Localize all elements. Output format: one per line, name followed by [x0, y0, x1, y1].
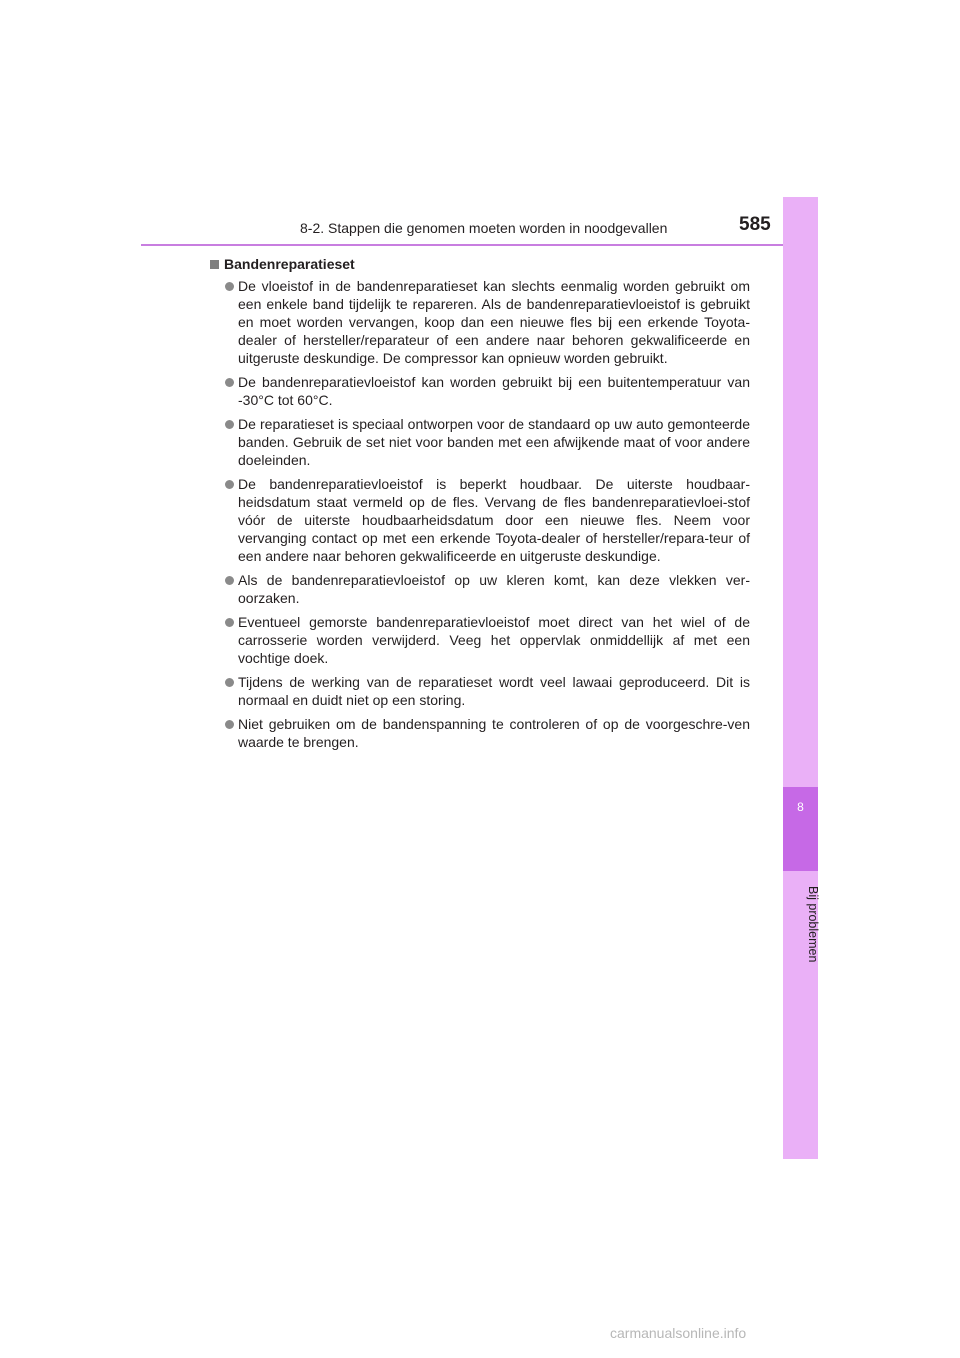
circle-bullet-icon: [225, 420, 234, 429]
list-item-text: De bandenreparatievloeistof kan worden gebruikt bij een buitentemperatuur van -30°C tot 60°C.: [238, 374, 750, 408]
list-item: [210, 475, 750, 565]
list-item: [210, 613, 750, 667]
circle-bullet-icon: [225, 720, 234, 729]
circle-bullet-icon: [225, 576, 234, 585]
list-item-text: De bandenreparatievloeistof is beperkt houdbaar. De uiterste houdbaar-heidsdatum staat vermeld op de fles. Vervang de fles bandenreparatievloei-stof vóór de uiterste houdbaarheidsdatum door een nieuwe fles. Neem voor vervanging contact op met een erkende Toyota-dealer of hersteller/repara-teur of een andere naar behoren gekwalificeerde en uitgeruste deskundige.: [238, 476, 750, 564]
main-content: [210, 254, 750, 757]
chapter-side-tab: [783, 197, 818, 1159]
footer-watermark: carmanualsonline.info: [610, 1325, 747, 1341]
circle-bullet-icon: [225, 618, 234, 627]
bullet-list: [210, 277, 750, 751]
list-item: [210, 373, 750, 409]
list-item: [210, 571, 750, 607]
list-item-text: Eventueel gemorste bandenreparatievloeistof moet direct van het wiel of de carrosserie worden verwijderd. Veeg het oppervlak onmiddellijk af met een vochtige doek.: [238, 614, 750, 666]
list-item: [210, 673, 750, 709]
list-item-text: De vloeistof in de bandenreparatieset kan slechts eenmalig worden gebruikt om een enkele band tijdelijk te repareren. Als de bandenreparatievloeistof is gebruikt en moet worden vervangen, koop dan een nieuwe fles bij een erkende Toyota-dealer of hersteller/reparateur of een andere naar behoren gekwalificeerde en uitgeruste deskundige. De compressor kan opnieuw worden gebruikt.: [238, 278, 750, 366]
list-item: [210, 277, 750, 367]
section-heading-text: Bandenreparatieset: [224, 256, 355, 272]
header-divider: [141, 244, 818, 246]
circle-bullet-icon: [225, 282, 234, 291]
circle-bullet-icon: [225, 678, 234, 687]
section-heading: [210, 254, 750, 274]
list-item: [210, 715, 750, 751]
list-item-text: Als de bandenreparatievloeistof op uw kleren komt, kan deze vlekken ver-oorzaken.: [238, 572, 750, 606]
chapter-label: Bij problemen: [806, 886, 820, 963]
header-section-title: 8-2. Stappen die genomen moeten worden in noodgevallen: [300, 220, 668, 236]
circle-bullet-icon: [225, 378, 234, 387]
list-item-text: Niet gebruiken om de bandenspanning te controleren of op de voorgeschre-ven waarde te brengen.: [238, 716, 750, 750]
list-item: [210, 415, 750, 469]
chapter-number: 8: [797, 800, 804, 814]
square-bullet-icon: [210, 260, 219, 269]
circle-bullet-icon: [225, 480, 234, 489]
list-item-text: Tijdens de werking van de reparatieset wordt veel lawaai geproduceerd. Dit is normaal en duidt niet op een storing.: [238, 674, 750, 708]
page-number: 585: [739, 214, 771, 235]
list-item-text: De reparatieset is speciaal ontworpen voor de standaard op uw auto gemonteerde banden. Gebruik de set niet voor banden met een afwijkende maat of voor andere doeleinden.: [238, 416, 750, 468]
